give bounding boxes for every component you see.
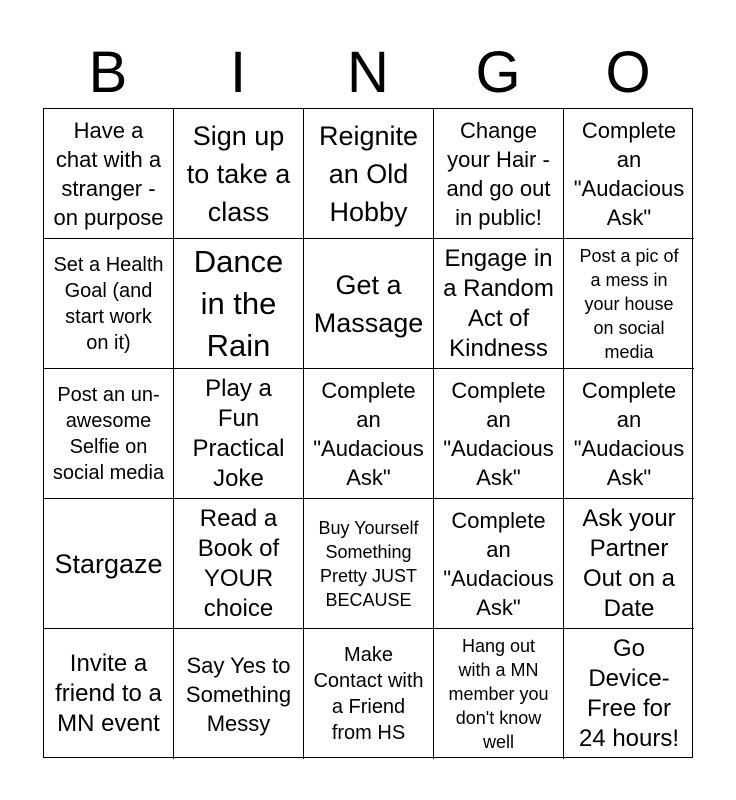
bingo-cell[interactable]: [44, 369, 174, 499]
bingo-cell[interactable]: [174, 369, 304, 499]
bingo-cell[interactable]: [564, 239, 694, 369]
bingo-cell[interactable]: [44, 629, 174, 759]
cell-text: Buy Yourself Something Pretty JUST BECAUSE: [318, 517, 419, 610]
cell-text: Post an un- awesome Selfie on social media: [52, 383, 165, 484]
cell-text: Sign up to take a class: [186, 120, 291, 227]
bingo-cell[interactable]: [304, 629, 434, 759]
cell-text: Play a Fun Practical Joke: [192, 374, 285, 492]
cell-text: Read a Book of YOUR choice: [197, 504, 280, 622]
bingo-cell[interactable]: [304, 369, 434, 499]
bingo-cell[interactable]: [564, 369, 694, 499]
cell-text: Dance in the Rain: [193, 243, 284, 363]
bingo-cell[interactable]: [174, 499, 304, 629]
bingo-cell[interactable]: [434, 629, 564, 759]
bingo-cell[interactable]: [564, 629, 694, 759]
bingo-cell[interactable]: [434, 109, 564, 239]
bingo-cell[interactable]: [564, 499, 694, 629]
header-letter-b: B: [88, 40, 128, 105]
cell-text: Reignite an Old Hobby: [318, 120, 419, 227]
cell-text: Complete an "Audacious Ask": [573, 117, 685, 230]
cell-text: Stargaze: [54, 548, 163, 579]
bingo-cell[interactable]: [434, 239, 564, 369]
cell-text: Complete an "Audacious Ask": [443, 377, 554, 490]
bingo-board: [43, 108, 693, 758]
header-letter-g: G: [475, 40, 521, 105]
bingo-cell[interactable]: [174, 109, 304, 239]
cell-text: Ask your Partner Out on a Date: [582, 504, 676, 622]
header-letter-n: N: [347, 40, 389, 105]
bingo-cell[interactable]: [174, 629, 304, 759]
cell-text: Engage in a Random Act of Kindness: [443, 244, 554, 362]
bingo-cell[interactable]: [434, 499, 564, 629]
bingo-cell[interactable]: [44, 499, 174, 629]
cell-text: Invite a friend to a MN event: [55, 650, 162, 737]
header-letter-i: I: [229, 40, 247, 105]
cell-text: Get a Massage: [313, 269, 424, 338]
cell-text: Have a chat with a stranger - on purpose: [53, 117, 164, 230]
cell-text: Make Contact with a Friend from HS: [313, 644, 424, 744]
bingo-cell[interactable]: [174, 239, 304, 369]
cell-text: Hang out with a MN member you don't know well: [448, 636, 549, 752]
cell-text: Say Yes to Something Messy: [185, 652, 292, 736]
bingo-header: [43, 38, 693, 108]
bingo-cell[interactable]: [564, 109, 694, 239]
cell-text: Post a pic of a mess in your house on social media: [579, 245, 679, 362]
bingo-cell[interactable]: [304, 499, 434, 629]
cell-text: Change your Hair - and go out in public!: [446, 117, 551, 230]
cell-text: Go Device- Free for 24 hours!: [578, 635, 680, 752]
cell-text: Complete an "Audacious Ask": [313, 377, 424, 490]
bingo-cell[interactable]: [304, 239, 434, 369]
bingo-cell[interactable]: [44, 109, 174, 239]
bingo-cell[interactable]: [44, 239, 174, 369]
cell-text: Complete an "Audacious Ask": [573, 377, 685, 490]
cell-text: Set a Health Goal (and start work on it): [53, 253, 164, 354]
bingo-cell[interactable]: [304, 109, 434, 239]
bingo-cell[interactable]: [434, 369, 564, 499]
cell-text: Complete an "Audacious Ask": [443, 507, 554, 620]
header-letter-o: O: [605, 40, 651, 105]
